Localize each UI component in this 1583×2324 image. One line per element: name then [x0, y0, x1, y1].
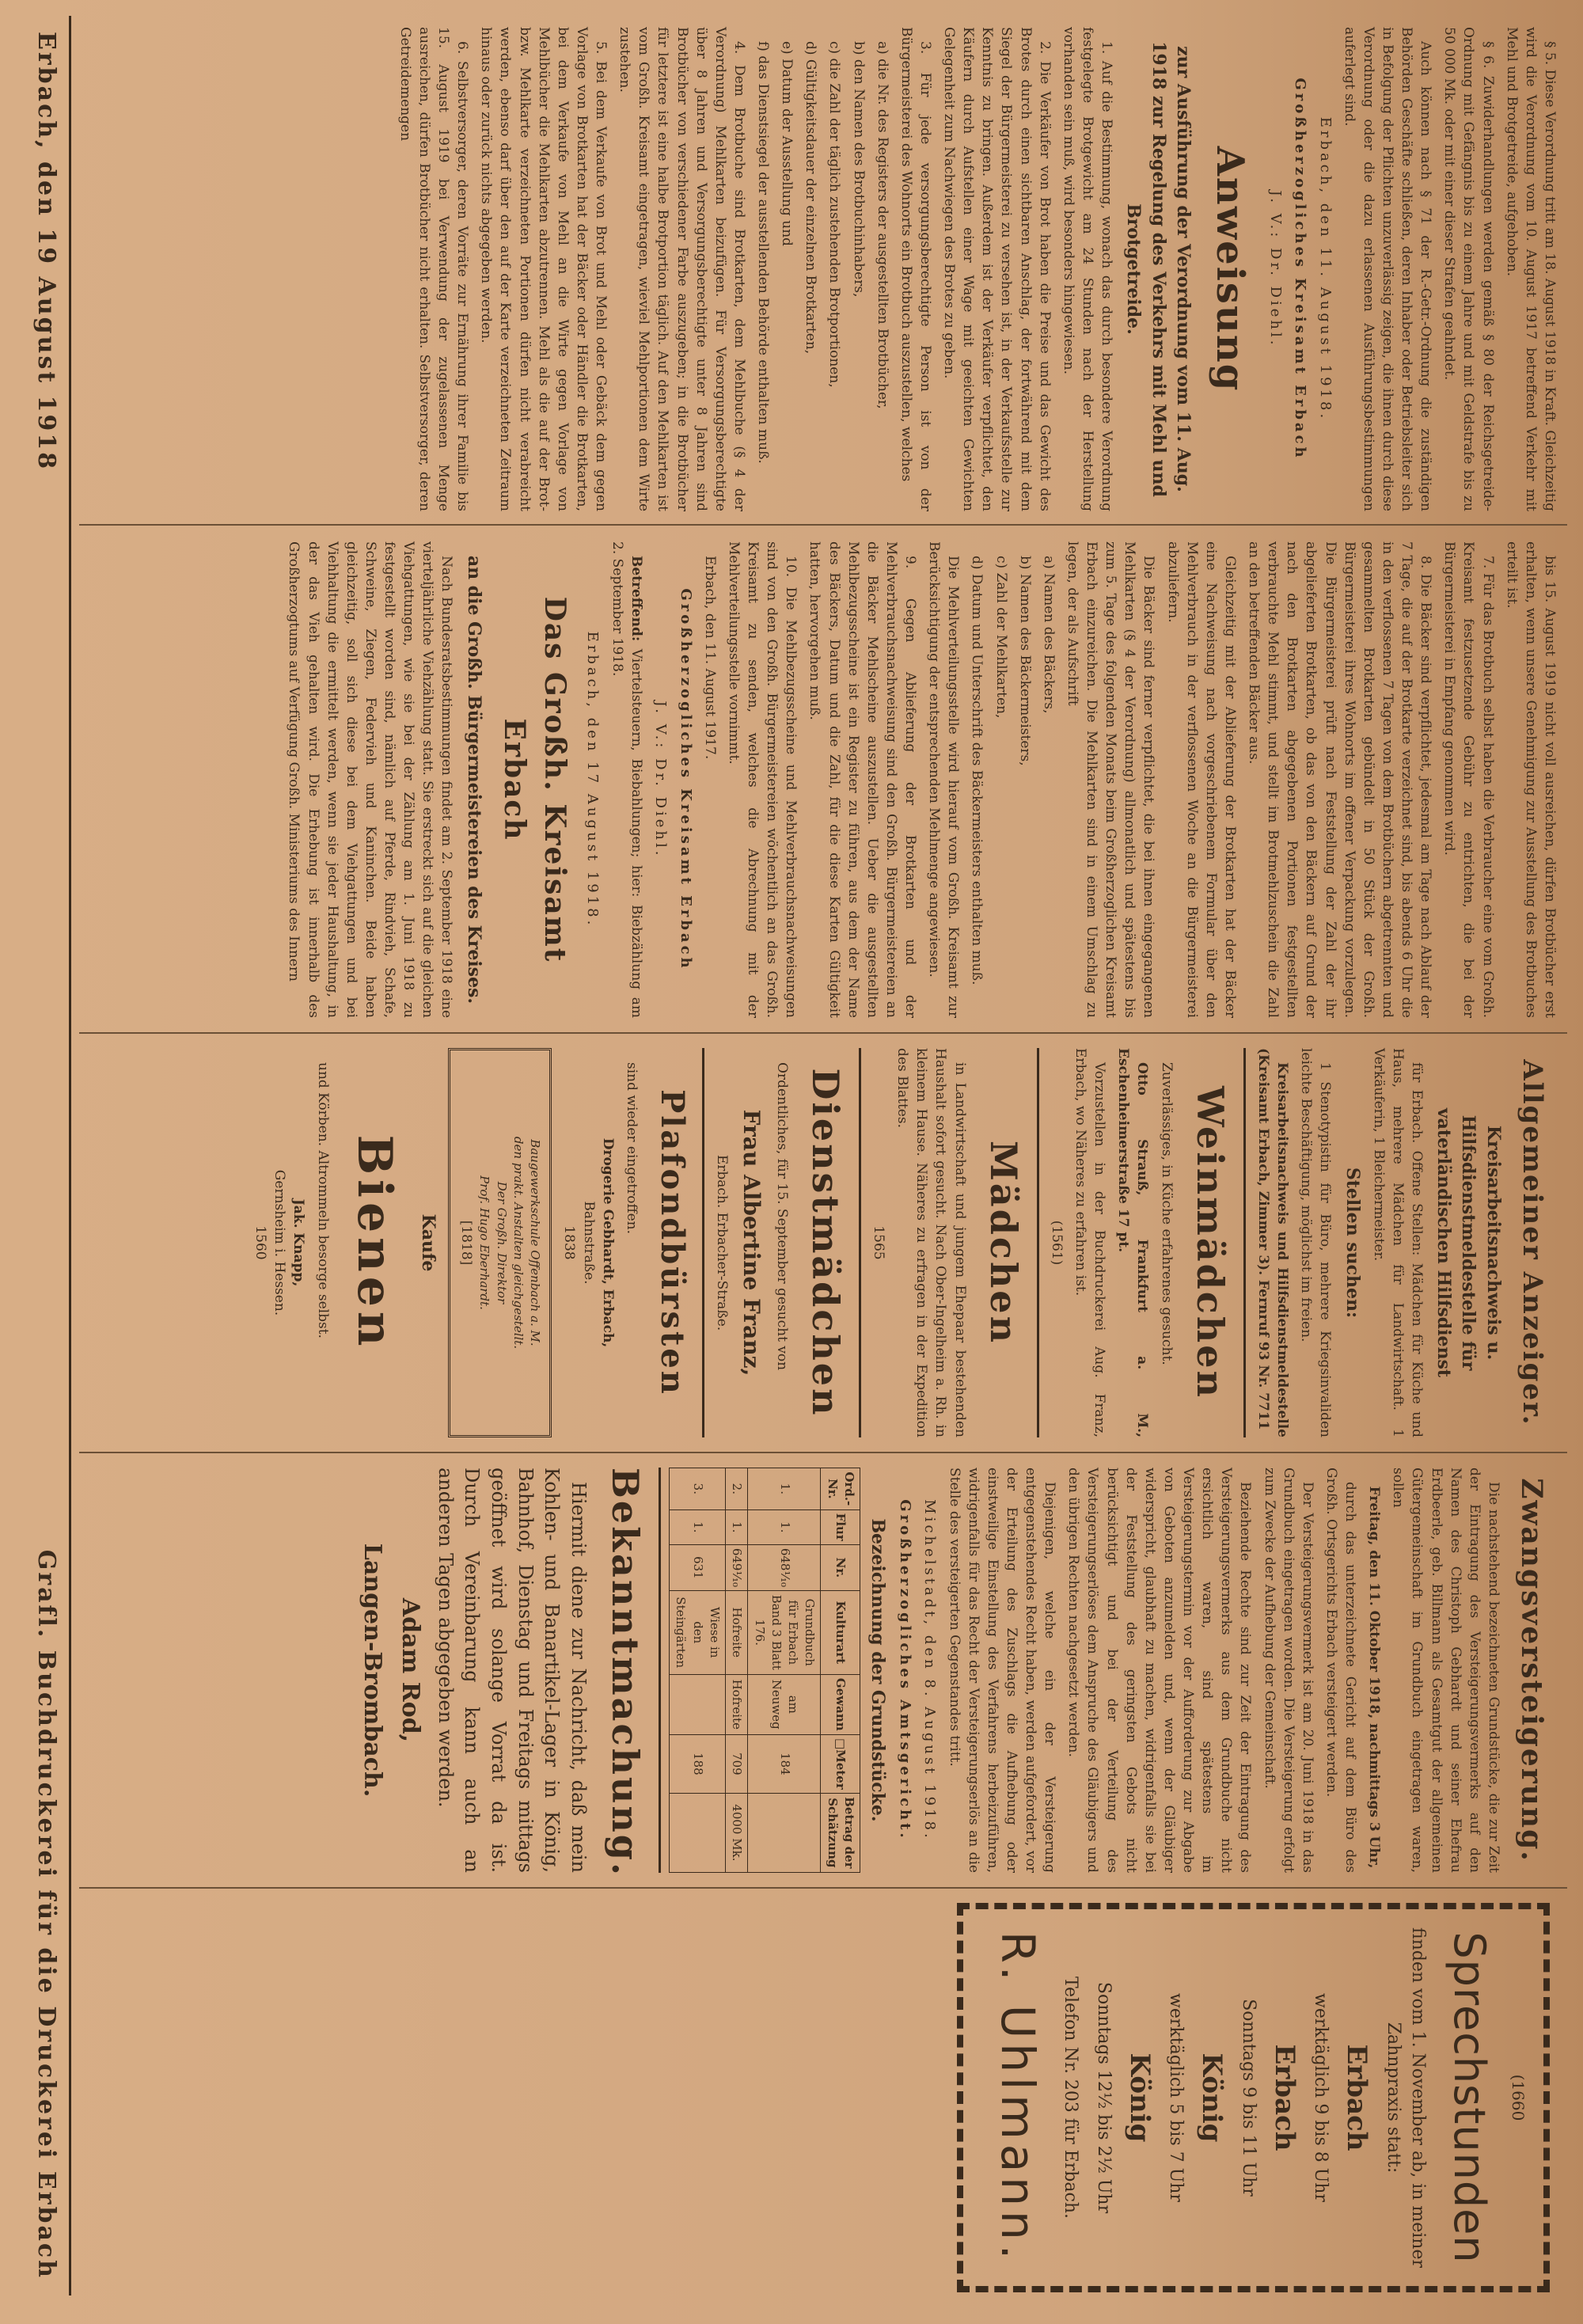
table-cell: 1. [725, 1509, 747, 1544]
list-item: 10. Die Mehlbezugsscheine und Mehlverbrauchsnachweisungen sind von den Großh. Bürgermeistereien wöchentlich an das Großh. Kreisamt zu senden, welches die Abrechnung mit der Mehlverteilungsstelle vornimmt. [726, 541, 799, 1018]
table-cell: 1. [748, 1509, 821, 1544]
table-row [725, 1468, 747, 1873]
ad-number: 1838 [561, 1225, 578, 1260]
ad-number: (1561) [1048, 1220, 1065, 1266]
list-item: b) den Namen des Brotbuchinhabers, [850, 41, 867, 298]
schedule-place: König [1196, 2052, 1228, 2143]
list-item: a) Namen des Bäckers, [1040, 556, 1057, 714]
column-3 [79, 1037, 1567, 1449]
schedule-time: werktäglich 5 bis 7 Uhr [1166, 1993, 1186, 2202]
list-item: 8. Die Bäcker sind verpflichtet, jedesmal am Tage nach Ablauf der 7 Tage, die auf der Brotkarte verzeichnet sind, bis abends 6 Uhr die in den verflossenen 7 Tagen von dem Brotbüchern abgetrennten und gesammelten Brotkarten gebündelt in 50 Stück der Großh. Bürgermeisterei ihres Wohnorts im offener Verpackung vorzulegen. Die Bürgermeisterei prüft nach Feststellung der Zahl der ihr abgelieferten Brotkarten, ob das von den Bäckern auf Grund der nach den Brotkarten abgegebenen Portionen festgestellten verbrauchte Mehl stimmt, und stellt im Brotmehlzuschein die Zahl an den betreffenden Bäcker aus. [1246, 541, 1434, 1018]
stamp-line: Prof. Hugo Eberhardt. [477, 1175, 492, 1310]
ad-title: Sprechstunden [1444, 1931, 1494, 2264]
list-item: 7. Für das Brotbuch selbst haben die Verbraucher eine vom Großh. Kreisamt festzusetzende Gebühr zu entrichten, die bei der Bürgermeisterei in Empfang genommen wird. [1441, 541, 1496, 1018]
table-cell: Hofreite [725, 1591, 747, 1675]
column-4 [79, 1456, 1567, 1884]
ad-text: Vorzustellen in der Buchdruckerei Aug. Franz, Erbach, wo Näheres zu erfahren ist. [1072, 1048, 1108, 1437]
auction-text: durch das unterzeichnete Gericht auf dem Büro des Großh. Ortsgerichts Erbach versteigert werden. [1323, 1468, 1359, 1873]
ad-title: Mädchen [981, 1140, 1025, 1346]
paragraph: § 6. Zuwiderhandlungen werden gemäß § 80 der Reichsgetreide-Ordnung mit Gefängnis bis zu einem Jahre und mit Geldstrafe bis zu 50 000 Mk. oder mit einer dieser Strafen geahndet. [1441, 27, 1496, 511]
ad-separator [659, 1468, 661, 1873]
auction-date: Freitag, den 11. Oktober 1918, nachmittags 3 Uhr, [1366, 1486, 1383, 1869]
list-item: a) die Nr. des Registers der ausgestellten Brotbücher, [874, 41, 890, 409]
betr-label: Betreffend: [628, 556, 644, 642]
table-cell: 2. [725, 1468, 747, 1510]
stamp-line: Baugewerkschule Offenbach a. M. [528, 1139, 543, 1346]
property-table [669, 1468, 860, 1873]
ad-text: und Körben. Altrommeln besorge selbst. [314, 1062, 331, 1339]
table-cell: 631 [670, 1544, 726, 1590]
header-date: Erbach, den 19 August 1918 [32, 32, 60, 472]
ad-place: Gernsheim i. Hessen. [271, 1169, 288, 1316]
list-item: 9. Gegen Ablieferung der Brotkarten und der Mehlverbrauchsnachweisung sind den Großh. Bürgermeistereien an die Bäcker Mehlscheine auszustellen. Ueber die ausgestellten Mehlbezugsscheine ist ein Register zu führen, aus dem der Name des Bäckers, Datum und die Zahl, für die diese Karten Gültigkeit hatten, hervorgehen muß. [807, 541, 919, 1018]
table-cell: 709 [725, 1735, 747, 1794]
list-item: 4. Dem Brotbuche sind Brotkarten, dem Mehlbuche (§ 4 der Verordnung) Mehlkarten beizufügen. Für Versorgungsberechtigte über 8 Jahren und Versorgungsberechtigte unter 8 Jahren sind Brotbücher von verschiedener Farbe auszugeben; in die Brotbücher für letztere ist eine halbe Brotportion täglich. Auf den Mehlkarten ist vom Großh. Kreisamt eingetragen, wieviel Mehlportionen dem Wirte zustehen. [617, 27, 747, 511]
ad-text: Zuverlässiges, in Küche erfahrenes gesucht. [1158, 1062, 1175, 1365]
list-item: f) das Dienstsiegel der ausstellenden Behörde enthalten muß. [755, 41, 772, 464]
list-item: Die Mehlverteilungsstelle wird hierauf vom Großh. Kreisamt zur Berücksichtigung der entsprechenden Mehlmenge angewiesen. [926, 541, 962, 1018]
ad-name: Adam Rod, [397, 1597, 425, 1743]
ad-title: Plafondbürsten [653, 1089, 691, 1396]
column-1 [79, 16, 1567, 522]
column-5 [79, 1892, 1567, 2303]
article-title: Anweisung [1207, 146, 1252, 393]
table-cell: am Neuweg [748, 1674, 821, 1735]
list-item: 1. Auf die Bestimmung, wonach das durch besondere Verordnung festgelegte Brotgewicht am 24 Stunden nach der Herstellung vorhanden sein muß, wird besonders hingewiesen. [1060, 27, 1115, 511]
table-cell: 184 [748, 1735, 821, 1794]
table-header: Gewann [821, 1674, 860, 1735]
list-item: d) Datum und Unterschrift des Bäckermeisters enthalten muß. [969, 556, 985, 985]
ad-place: Langen-Brombach. [358, 1543, 386, 1798]
column-divider [79, 1887, 1567, 1889]
schedule-place: König [1123, 2052, 1156, 2143]
list-item: 3. Für jede versorgungsberechtigte Person ist von der Bürgermeisterei des Wohnorts ein Brotbuch auszustellen, welches [898, 27, 933, 511]
ad-place: Bahnstraße. [580, 1201, 597, 1285]
table-cell: 3. [670, 1468, 726, 1510]
table-header: Kulturart [821, 1591, 860, 1675]
table-row [670, 1468, 726, 1873]
table-cell: 4000 Mk. [725, 1793, 747, 1872]
page-header [24, 16, 71, 2296]
ad-separator [859, 1048, 861, 1437]
column-2 [79, 530, 1567, 1029]
list-item: 6. Selbstversorger, deren Vorräte zur Ernährung ihrer Familie bis 15. August 1919 bei Verwendung der zugelassenen Menge ausreichen, dürfen Brotbücher nicht erhalten. Selbstversorger, deren Getreidemengen [397, 27, 471, 511]
ad-title: Weinmädchen [1188, 1086, 1232, 1399]
table-row [748, 1468, 821, 1873]
ad-heading: Kreisarbeitsnachweis u. Hilfsdienstmeldestelle für vaterländischen Hilfsdienst [1433, 1107, 1504, 1378]
ad-place: Erbach. Erbacher-Straße. [713, 1154, 730, 1331]
auction-text: Diejenigen, welche ein der Versteigerung entgegenstehendes Recht haben, werden aufgefordert, vor der Erteilung des Zuschlags die Aufhebung oder einstweilige Einstellung des Verfahrens herbeizuführen, widrigenfalls für das Recht der Versteigerungserlös an die Stelle des versteigerten Gegenstandes tritt. [946, 1468, 1058, 1873]
school-notice-box [448, 1048, 552, 1437]
list-item: 2. Die Verkäufer von Brot haben die Preise und das Gewicht des Brotes durch einen sichtbaren Anschlag, der fortwährend mit dem Siegel der Bürgermeisterei zu versehen ist, in der Verkaufsstelle zur Kenntnis zu bringen. Außerdem ist der Verkäufer verpflichtet, den Käufern durch Aufstellen einer Wage mit geeichten Gewichten Gelegenheit zum Nachwiegen des Brotes zu geben. [941, 27, 1053, 511]
table-header: Ord.-Nr. [821, 1468, 860, 1510]
ad-phone: Telefon Nr. 203 für Erbach. [1061, 1977, 1081, 2219]
list-item: e) Datum der Ausstellung und [779, 41, 795, 247]
list-item: Gleichzeitig mit der Ablieferung der Brotkarten hat der Bäcker eine Nachweisung nach vorgeschriebenem Formular über den Mehlverbrauch in der verflossenen Woche an die Bürgermeisterei abzuliefern. [1164, 541, 1238, 1018]
list-item: 5. Bei dem Verkaufe von Brot und Mehl oder Gebäck dem gegen Vorlage von Brotkarten hat der Bäcker oder Händler die Brotkarten, bei dem Verkaufe von Mehl an die Wirte gegen Vorlage von Mehlbücher die Mehlkarten abzutrennen. Mehl als die auf der Brot- bzw. Mehlkarte verzeichneten Portionen dürfen nicht verabreicht werden, ebenso darf über den auf der Karte verzeichneten Zeitraum hinaus oder zurück nichts abgegeben werden. [478, 27, 609, 511]
ad-firm: Otto Strauß, Frankfurt a. M., Eschenheimerstraße 17 pt. [1115, 1048, 1151, 1437]
schedule-place: Erbach [1341, 2044, 1373, 2151]
table-cell: 188 [670, 1735, 726, 1794]
ad-text: 1 Stenotypistin für Büro, mehrere Kriegsinvaliden leichte Beschäftigung, möglichst im freien. [1298, 1048, 1334, 1437]
schedule-time: werktäglich 9 bis 8 Uhr [1311, 1993, 1331, 2202]
header-printer: Grafl. Buchdruckerei für die Druckerei Erbach [32, 1549, 60, 2280]
ad-text: in Landwirtschaft und jungem Ehepaar bestehenden Haushalt sofort gesucht. Nach Ober-Ingelheim a. Rh. in kleinem Hause. Näheres zu erfragen in der Expedition des Blattes. [894, 1048, 968, 1437]
section-title: Allgemeiner Anzeiger. [1517, 1059, 1548, 1426]
table-title: Bezeichnung der Grundstücke. [867, 1518, 889, 1822]
list-item: b) Namen des Bäckermeisters, [1016, 556, 1033, 766]
article-subtitle: zur Ausführung der Verordnung vom 11. Aug. 1918 zur Regelung des Verkehrs mit Mehl und Brotgetreide. [1123, 41, 1194, 497]
table-header: Betrag der Schätzung [821, 1793, 860, 1872]
stamp-line: den prakt. Anstalten gleichgestellt. [511, 1136, 526, 1350]
ad-number: (1660 [1509, 2074, 1528, 2121]
list-item: Erbach, den 11. August 1917. [701, 556, 718, 760]
table-header: Flur [821, 1509, 860, 1544]
table-cell [670, 1674, 726, 1735]
paragraph: § 5. Diese Verordnung tritt am 18. August 1918 in Kraft. Gleichzeitig wird die Verordnung vom 10. August 1917 betreffend Verkehr mit Mehl und Brotgetreide, aufgehoben. [1503, 27, 1558, 511]
auction-text: Der Versteigerungsvermerk ist am 20. Juni 1918 in das Grundbuch eingetragen worden. Die Versteigerung erfolgt zum Zwecke der Aufhebung der Gemeinschaft. [1261, 1468, 1315, 1873]
table-header: Nr. [821, 1544, 860, 1590]
ad-text: Kreisarbeitsnachweis und Hilfsdienstmeldestelle (Kreisamt Erbach, Zimmer 3). Fernruf 93 Nr. 7711 [1255, 1048, 1291, 1437]
schedule-time: Sonntags 9 bis 11 Uhr [1238, 1999, 1258, 2197]
table-cell: Wiese in den Steingärten [670, 1591, 726, 1675]
ad-text: Hiermit diene zur Nachricht, daß mein Kohlen- und Banartikel-Lager in König, Bahnhof, Dienstag und Freitags mittags geöffnet wird solange Vorrat da ist. Durch Vereinbarung kann auch an anderen Tagen abgegeben werden. [434, 1468, 590, 1873]
ad-text: für Erbach. Offene Stellen: Mädchen für Küche und Haus, mehrere Mädchen für Landwirtschaft. 1 Verkäuferin, 1 Bleichermeister. [1370, 1048, 1425, 1437]
table-cell: 1. [670, 1509, 726, 1544]
ad-separator [1243, 1048, 1246, 1437]
ad-heading: Kaufe [418, 1213, 438, 1272]
ad-separator [1037, 1048, 1039, 1437]
ad-name: Jak. Knapp, [290, 1198, 307, 1287]
table-cell: Grundbuch für Erbach Band 3 Blatt 176. [748, 1591, 821, 1675]
table-cell [748, 1793, 821, 1872]
ad-title: Dienstmädchen [803, 1068, 847, 1418]
ad-title: Bekanntmachung. [604, 1468, 647, 1878]
auction-text: Die nachstehend bezeichneten Grundstücke, die zur Zeit der Eintragung des Versteigerungsvermerks auf den Namen des Christoph Gebhardt und seiner Ehefrau Erdbeerle, geb. Billmann als Gesamtgut der allgemeinen Gütergemeinschaft im Grundbuch eingetragen waren, sollen [1390, 1468, 1501, 1873]
auction-text: Beziehende Rechte sind zur Zeit der Eintragung des Versteigerungsvermerks aus dem Grundbuche nicht ersichtlich waren, sind spätestens im Versteigerungstermin vor der Aufforderung zur Abgabe von Geboten anzumelden und, wenn der Gläubiger widerspricht, glaubhaft zu machen, widrigenfalls sie bei der Feststellung des geringsten Gebots nicht berücksichtigt und bei der Verteilung des Versteigerungserlöses dem Anspruche des Gläubigers und den übrigen Rechten nachgesetzt werden. [1065, 1468, 1254, 1873]
list-item: c) Zahl der Mehlkarten, [993, 556, 1009, 719]
dental-ad-box [957, 1903, 1550, 2292]
ad-number: 1560 [252, 1225, 269, 1260]
list-item: d) Gültigkeitsdauer der einzelnen Brotkarten, [803, 41, 819, 355]
list-item: bis 15. August 1919 nicht voll ausreichen, dürfen Brotbücher erst erhalten, wenn unsere Genehmigung zur Ausstellung des Brotbuches erteilt ist. [1503, 541, 1558, 1018]
signature-office: Großherzogliches Kreisamt Erbach [677, 588, 694, 971]
auction-court: Großherzogliches Amtsgericht. [896, 1499, 913, 1841]
list-item: Die Bäcker sind ferner verpflichtet, die bei ihnen eingegangenen Mehlkarten (§ 4 der Verordnung) allmonatlich und spätestens bis zum 5. Tage des folgenden Monats beim Großherzoglichen Kreisamt Erbach einzureichen. Die Mehlkarten sind in einem Umschlag zu legen, der als Aufschrift [1065, 541, 1157, 1018]
ad-text: Ordentliches, für 15. September gesucht von [773, 1062, 790, 1371]
auction-title: Zwangsversteigerung. [1515, 1478, 1548, 1863]
signature-office: Großherzogliches Kreisamt Erbach [1292, 78, 1309, 461]
ad-title: Bienen [346, 1134, 402, 1351]
notice-title: Das Großh. Kreisamt Erbach [497, 596, 571, 963]
ad-subheading: Stellen suchen: [1342, 1167, 1363, 1319]
table-header: □Meter [821, 1735, 860, 1794]
auction-sign: Michelstadt, den 8. August 1918. [921, 1499, 939, 1841]
schedule-place: Erbach [1268, 2044, 1300, 2151]
paragraph: Auch können nach § 71 der R.-Getr.-Ordnung die zuständigen Behörden Geschäfte schließen, deren Inhaber oder Betriebsleiter sich in Befolgung der Pflichten unzuverlässig zeigen, die ihnen durch diese Verordnung oder die dazu erlassenen Ausführungsbestimmungen auferlegt sind. [1341, 27, 1434, 511]
table-cell: Hofreite [725, 1674, 747, 1735]
table-cell: 1. [748, 1468, 821, 1510]
column-divider [79, 1032, 1567, 1034]
ad-name: Frau Albertine Franz, [738, 1109, 765, 1377]
table-cell: 648¹⁄₁₀ [748, 1544, 821, 1590]
ad-lead: finden vom 1. November ab, in meiner Zahnpraxis statt: [1383, 1927, 1428, 2269]
stamp-line: Der Großh. Direktor [494, 1181, 509, 1304]
table-cell: 649¹⁄₁₀ [725, 1544, 747, 1590]
ad-text: sind wieder eingetroffen. [623, 1062, 640, 1234]
notice-date: Erbach, den 17 August 1918. [584, 631, 602, 928]
ad-firm: Drogerie Gebhardt, Erbach, [599, 1137, 616, 1348]
stamp-tag: [1818] [458, 1220, 475, 1266]
signature-place: Erbach, den 11. August 1918. [1316, 116, 1334, 422]
schedule-time: Sonntags 12¹⁄₂ bis 2¹⁄₂ Uhr [1093, 1981, 1114, 2214]
column-divider [79, 1452, 1567, 1453]
betr-text: Viertelsteuern, Biebahlungen; hier: Biebzählung am 2. September 1918. [609, 541, 644, 1018]
column-divider [79, 524, 1567, 526]
signature-name: J. V.: Dr. Diehl. [652, 701, 670, 859]
list-item: c) die Zahl der täglich zustehenden Brotportionen, [826, 41, 843, 388]
table-cell [670, 1793, 726, 1872]
signature-name: J. V.: Dr. Diehl. [1266, 190, 1284, 348]
ad-name: R. Uhlmann. [991, 1931, 1046, 2265]
ad-separator [702, 1048, 704, 1437]
notice-body: Nach Bundesratsbestimmungen findet am 2. September 1918 eine vierteljährliche Viehzählung statt. Sie erstreckt sich auf die gleichen Viehgattungen, wie sie bei der Zählung am 1. Juni 1918 zu festgestellt worden sind, nämlich auf Pferde, Rindvieh, Schafe, Schweine, Ziegen, Federvieh und Kaninchen. Beide haben gleichzeitig, soll sich diese bei dem Viehgattungen und bei Viehhaltung die ermittelt werden, wenn sie jeder Haushaltung, in der das Vieh gehalten wird. Die Erhebung ist innerhalb des Großherzogtums auf Verfügung Großh. Ministeriums des Innern [286, 541, 455, 1018]
ad-number: 1565 [871, 1225, 887, 1260]
notice-subtitle: an die Großh. Bürgermeistereien des Kreises. [463, 555, 484, 1004]
